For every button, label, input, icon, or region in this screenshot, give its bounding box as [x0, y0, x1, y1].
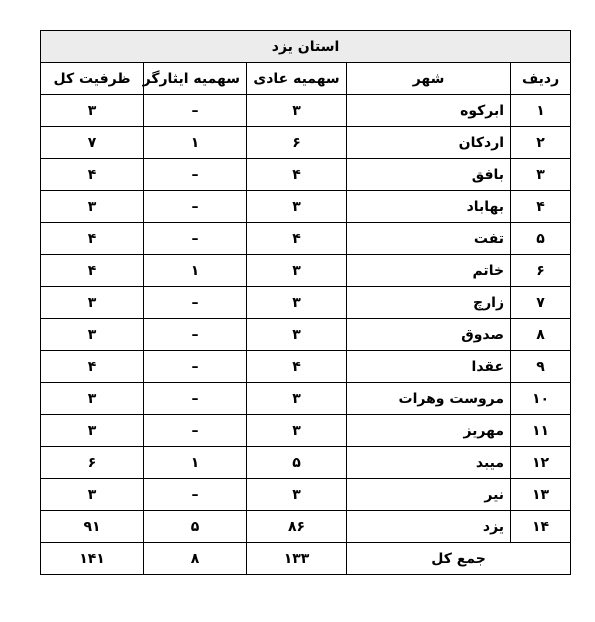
- total-capacity: ۴: [41, 255, 144, 287]
- row-index: ۸: [511, 319, 571, 351]
- table-row: [41, 319, 571, 351]
- veteran-quota: –: [144, 223, 247, 255]
- regular-quota: ۳: [247, 383, 347, 415]
- city-name: بافق: [347, 159, 511, 191]
- table-row: [41, 127, 571, 159]
- total-capacity: ۶: [41, 447, 144, 479]
- regular-quota: ۵: [247, 447, 347, 479]
- table-body: [41, 95, 571, 543]
- regular-quota: ۶: [247, 127, 347, 159]
- total-capacity: ۹۱: [41, 511, 144, 543]
- veteran-quota: ۱: [144, 127, 247, 159]
- table-row: [41, 255, 571, 287]
- veteran-quota: –: [144, 191, 247, 223]
- row-index: ۷: [511, 287, 571, 319]
- table-row: [41, 383, 571, 415]
- grand-total-label: جمع کل: [347, 543, 571, 575]
- total-capacity: ۳: [41, 479, 144, 511]
- total-capacity: ۷: [41, 127, 144, 159]
- veteran-quota: –: [144, 287, 247, 319]
- grand-total-row: [41, 543, 571, 575]
- row-index: ۱۴: [511, 511, 571, 543]
- veteran-quota: –: [144, 351, 247, 383]
- row-index: ۶: [511, 255, 571, 287]
- province-quota-table: [40, 30, 571, 575]
- city-name: ابرکوه: [347, 95, 511, 127]
- header-total-capacity: ظرفیت کل: [41, 63, 144, 95]
- table-row: [41, 287, 571, 319]
- row-index: ۴: [511, 191, 571, 223]
- regular-quota: ۳: [247, 479, 347, 511]
- city-name: خاتم: [347, 255, 511, 287]
- regular-quota: ۴: [247, 159, 347, 191]
- city-name: بهاباد: [347, 191, 511, 223]
- veteran-quota: –: [144, 479, 247, 511]
- city-name: صدوق: [347, 319, 511, 351]
- header-city: شهر: [347, 63, 511, 95]
- city-name: مهریز: [347, 415, 511, 447]
- total-capacity: ۴: [41, 159, 144, 191]
- total-capacity: ۳: [41, 415, 144, 447]
- table-row: [41, 159, 571, 191]
- row-index: ۱: [511, 95, 571, 127]
- header-row: [41, 63, 571, 95]
- city-name: اردکان: [347, 127, 511, 159]
- total-capacity: ۳: [41, 383, 144, 415]
- city-name: میبد: [347, 447, 511, 479]
- table-row: [41, 191, 571, 223]
- header-veteran-quota: سهمیه ایثارگر: [144, 63, 247, 95]
- veteran-quota: –: [144, 95, 247, 127]
- regular-quota: ۴: [247, 351, 347, 383]
- total-capacity: ۳: [41, 319, 144, 351]
- city-name: نیر: [347, 479, 511, 511]
- regular-quota: ۸۶: [247, 511, 347, 543]
- table-title-row: [41, 31, 571, 63]
- city-name: زارچ: [347, 287, 511, 319]
- table-row: [41, 351, 571, 383]
- row-index: ۳: [511, 159, 571, 191]
- regular-quota: ۴: [247, 223, 347, 255]
- table-row: [41, 479, 571, 511]
- table-row: [41, 95, 571, 127]
- regular-quota: ۳: [247, 95, 347, 127]
- row-index: ۲: [511, 127, 571, 159]
- total-capacity: ۴: [41, 223, 144, 255]
- grand-total-veteran: ۸: [144, 543, 247, 575]
- grand-total-regular: ۱۳۳: [247, 543, 347, 575]
- total-capacity: ۳: [41, 287, 144, 319]
- veteran-quota: –: [144, 415, 247, 447]
- table-row: [41, 447, 571, 479]
- regular-quota: ۳: [247, 287, 347, 319]
- header-index: ردیف: [511, 63, 571, 95]
- header-regular-quota: سهمیه عادی: [247, 63, 347, 95]
- total-capacity: ۴: [41, 351, 144, 383]
- table-row: [41, 511, 571, 543]
- province-title: استان یزد: [41, 31, 571, 63]
- grand-total-capacity: ۱۴۱: [41, 543, 144, 575]
- veteran-quota: ۱: [144, 255, 247, 287]
- regular-quota: ۳: [247, 191, 347, 223]
- city-name: عقدا: [347, 351, 511, 383]
- row-index: ۱۲: [511, 447, 571, 479]
- veteran-quota: ۵: [144, 511, 247, 543]
- veteran-quota: ۱: [144, 447, 247, 479]
- veteran-quota: –: [144, 319, 247, 351]
- veteran-quota: –: [144, 159, 247, 191]
- row-index: ۱۰: [511, 383, 571, 415]
- regular-quota: ۳: [247, 415, 347, 447]
- regular-quota: ۳: [247, 255, 347, 287]
- veteran-quota: –: [144, 383, 247, 415]
- city-name: یزد: [347, 511, 511, 543]
- table-row: [41, 415, 571, 447]
- total-capacity: ۳: [41, 191, 144, 223]
- regular-quota: ۳: [247, 319, 347, 351]
- table-row: [41, 223, 571, 255]
- city-name: تفت: [347, 223, 511, 255]
- row-index: ۱۱: [511, 415, 571, 447]
- total-capacity: ۳: [41, 95, 144, 127]
- row-index: ۵: [511, 223, 571, 255]
- city-name: مروست وهرات: [347, 383, 511, 415]
- row-index: ۹: [511, 351, 571, 383]
- row-index: ۱۳: [511, 479, 571, 511]
